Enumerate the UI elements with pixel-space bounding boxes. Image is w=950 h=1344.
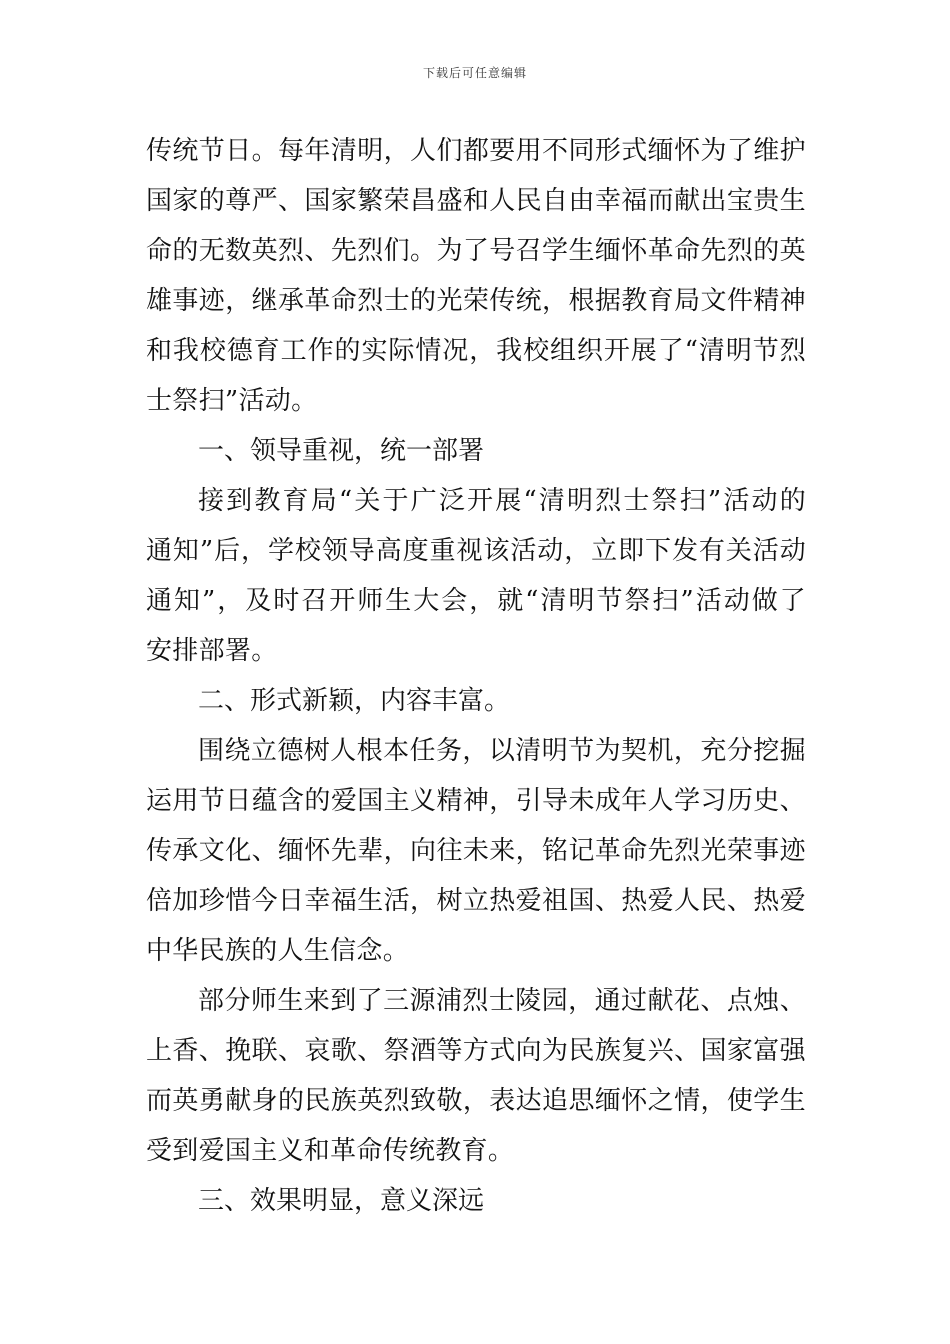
text-line: 部分师生来到了三源浦烈士陵园，通过献花、点烛、 — [198, 986, 806, 1016]
text-line: 雄事迹，继承革命烈士的光荣传统，根据教育局文件精神 — [146, 286, 806, 316]
section-heading: 一、领导重视，统一部署 — [198, 436, 485, 466]
text-line: 接到教育局“关于广泛开展“清明烈士祭扫”活动的 — [198, 486, 806, 516]
paragraph — [146, 976, 806, 1176]
section-heading: 三、效果明显，意义深远 — [198, 1186, 485, 1216]
section-heading: 二、形式新颖，内容丰富。 — [198, 686, 511, 716]
text-line: 上香、挽联、哀歌、祭酒等方式向为民族复兴、国家富强 — [146, 1036, 806, 1066]
text-line: 通知”，及时召开师生大会，就“清明节祭扫”活动做了 — [146, 586, 806, 616]
text-line: 围绕立德树人根本任务，以清明节为契机，充分挖掘 — [198, 736, 806, 766]
text-line: 和我校德育工作的实际情况，我校组织开展了“清明节烈 — [146, 336, 806, 366]
paragraph — [146, 476, 806, 676]
page-header: 下载后可任意编辑 — [422, 66, 527, 80]
text-line: 倍加珍惜今日幸福生活，树立热爱祖国、热爱人民、热爱 — [146, 886, 806, 916]
text-line: 传承文化、缅怀先辈，向往未来，铭记革命先烈光荣事迹 — [146, 836, 806, 866]
text-line: 传统节日。每年清明，人们都要用不同形式缅怀为了维护 — [146, 136, 806, 166]
text-line: 安排部署。 — [146, 636, 278, 666]
text-line: 士祭扫”活动。 — [146, 386, 318, 416]
text-line: 国家的尊严、国家繁荣昌盛和人民自由幸福而献出宝贵生 — [146, 186, 806, 216]
document-body — [146, 126, 806, 1226]
text-line: 中华民族的人生信念。 — [146, 936, 410, 966]
text-line: 运用节日蕴含的爱国主义精神，引导未成年人学习历史、 — [146, 786, 806, 816]
text-line: 受到爱国主义和革命传统教育。 — [146, 1136, 515, 1166]
paragraph — [146, 126, 806, 426]
text-line: 命的无数英烈、先烈们。为了号召学生缅怀革命先烈的英 — [146, 236, 806, 266]
text-line: 通知”后，学校领导高度重视该活动，立即下发有关活动 — [146, 536, 806, 566]
text-line: 而英勇献身的民族英烈致敬，表达追思缅怀之情，使学生 — [146, 1086, 806, 1116]
paragraph — [146, 726, 806, 976]
